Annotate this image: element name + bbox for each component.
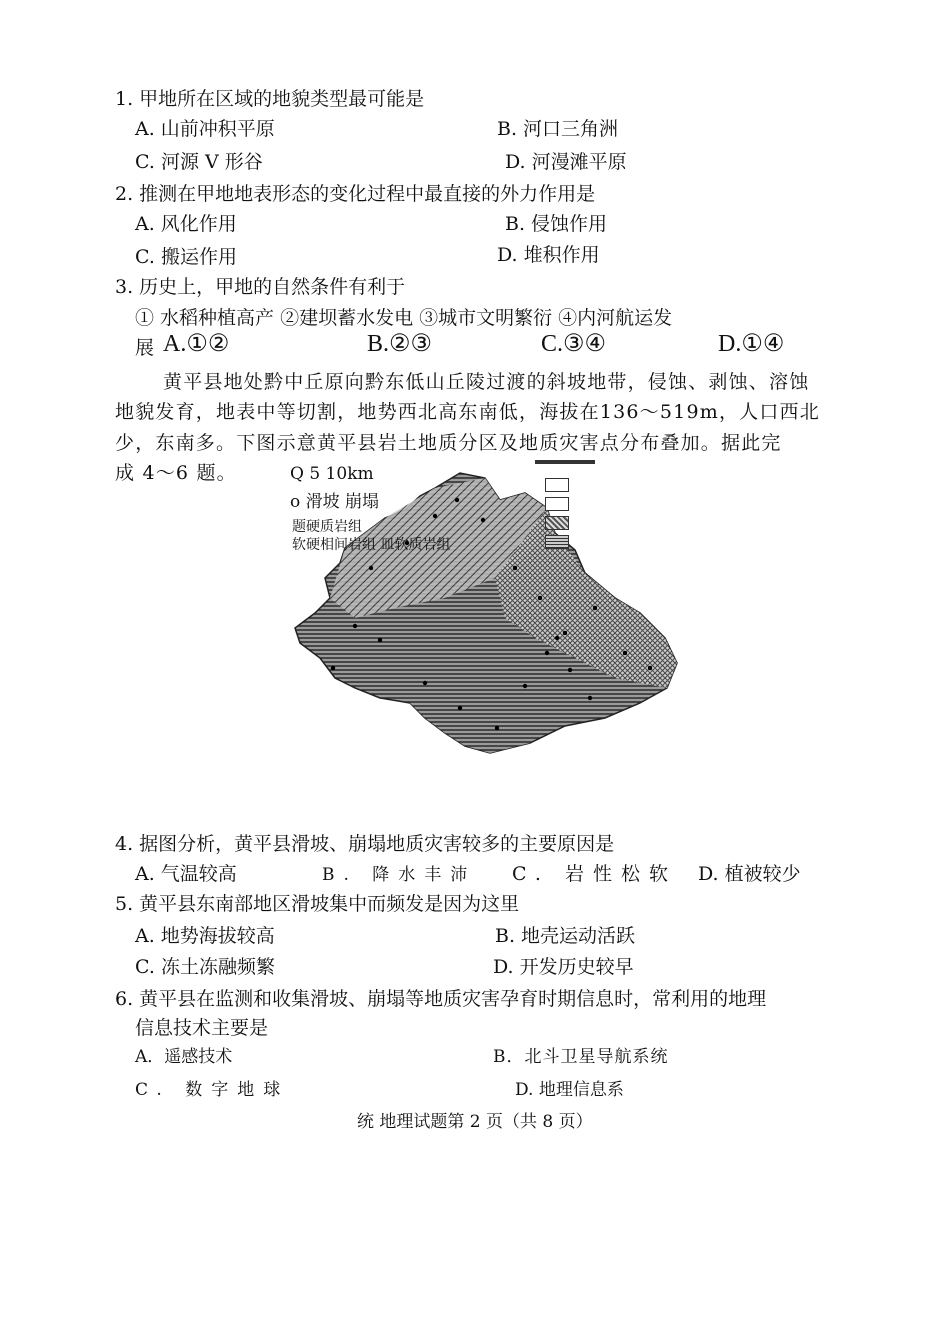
q3-items-cont: 展: [135, 337, 155, 359]
legend-swatch-mixed: [545, 516, 569, 530]
q5-option-d: D. 开发历史较早: [493, 956, 634, 978]
q5-option-a: A. 地势海拔较高: [135, 925, 275, 947]
q2-option-a: A. 风化作用: [135, 213, 237, 235]
q1-option-b: B. 河口三角洲: [497, 118, 619, 140]
q6-stem: 6. 黄平县在监测和收集滑坡、崩塌等地质灾害孕育时期信息时，常利用的地理: [115, 988, 767, 1010]
legend-swatch-hard: [545, 497, 569, 511]
q5-option-b: B. 地壳运动活跃: [495, 925, 636, 947]
q6-stem-cont: 信息技术主要是: [135, 1017, 269, 1039]
q1-stem: 1. 甲地所在区域的地貌类型最可能是: [115, 88, 425, 110]
q4-option-d: D. 植被较少: [698, 863, 801, 885]
q3-option-d: D.①④: [718, 331, 785, 357]
q6-option-a: A．遥感技术: [135, 1047, 233, 1067]
map-legend-line-2: 题硬质岩组: [292, 519, 362, 535]
legend-top-bar: [535, 460, 595, 464]
map-scale-text: Q 5 10km: [290, 464, 374, 484]
q4-stem: 4. 据图分析，黄平县滑坡、崩塌地质灾害较多的主要原因是: [115, 833, 615, 855]
q1-option-a: A. 山前冲积平原: [135, 118, 275, 140]
legend-swatch-soft: [545, 535, 569, 549]
passage-line-4: 成 4～6 题。: [115, 462, 237, 484]
q6-option-d: D. 地理信息系: [515, 1080, 624, 1100]
q3-option-b: B.②③: [367, 331, 433, 357]
q1-option-d: D. 河漫滩平原: [505, 151, 627, 173]
q3-option-c: C.③④: [541, 331, 607, 357]
map-legend-line-1: o 滑坡 崩塌: [290, 492, 380, 512]
passage-line-3: 少，东南多。下图示意黄平县岩土地质分区及地质灾害点分布叠加。据此完: [115, 432, 782, 454]
q2-option-b: B. 侵蚀作用: [505, 213, 608, 235]
q5-stem: 5. 黄平县东南部地区滑坡集中而频发是因为这里: [115, 893, 520, 915]
q4-option-b: B. 降水丰沛: [322, 865, 477, 885]
q4-option-a: A. 气温较高: [135, 863, 237, 885]
q3-option-a: A.①②: [163, 331, 230, 357]
q3-stem: 3. 历史上，甲地的自然条件有利于: [115, 276, 406, 298]
passage-line-2: 地貌发育，地表中等切割，地势西北高东南低，海拔在136～519m，人口西北: [115, 401, 820, 423]
q2-option-d: D. 堆积作用: [497, 244, 600, 266]
q4-option-c: C. 岩性松软: [512, 863, 677, 885]
q3-items: ① 水稻种植高产 ②建坝蓄水发电 ③城市文明繁衍 ④内河航运发: [135, 307, 673, 329]
passage-line-1: 黄平县地处黔中丘原向黔东低山丘陵过渡的斜坡地带，侵蚀、剥蚀、溶蚀: [163, 371, 810, 393]
page-footer: 统 地理试题第 2 页（共 8 页）: [357, 1112, 593, 1132]
legend-swatch-hazard: [545, 478, 569, 492]
q2-option-c: C. 搬运作用: [135, 246, 237, 268]
map-legend-line-3: 软硬相间岩组 皿软质岩组: [292, 537, 451, 553]
q2-stem: 2. 推测在甲地地表形态的变化过程中最直接的外力作用是: [115, 183, 596, 205]
q1-option-c: C. 河源 V 形谷: [135, 151, 263, 173]
q5-option-c: C. 冻土冻融频繁: [135, 956, 275, 978]
q6-option-b: B．北斗卫星导航系统: [493, 1047, 669, 1067]
q6-option-c: C. 数字地球: [135, 1080, 290, 1100]
